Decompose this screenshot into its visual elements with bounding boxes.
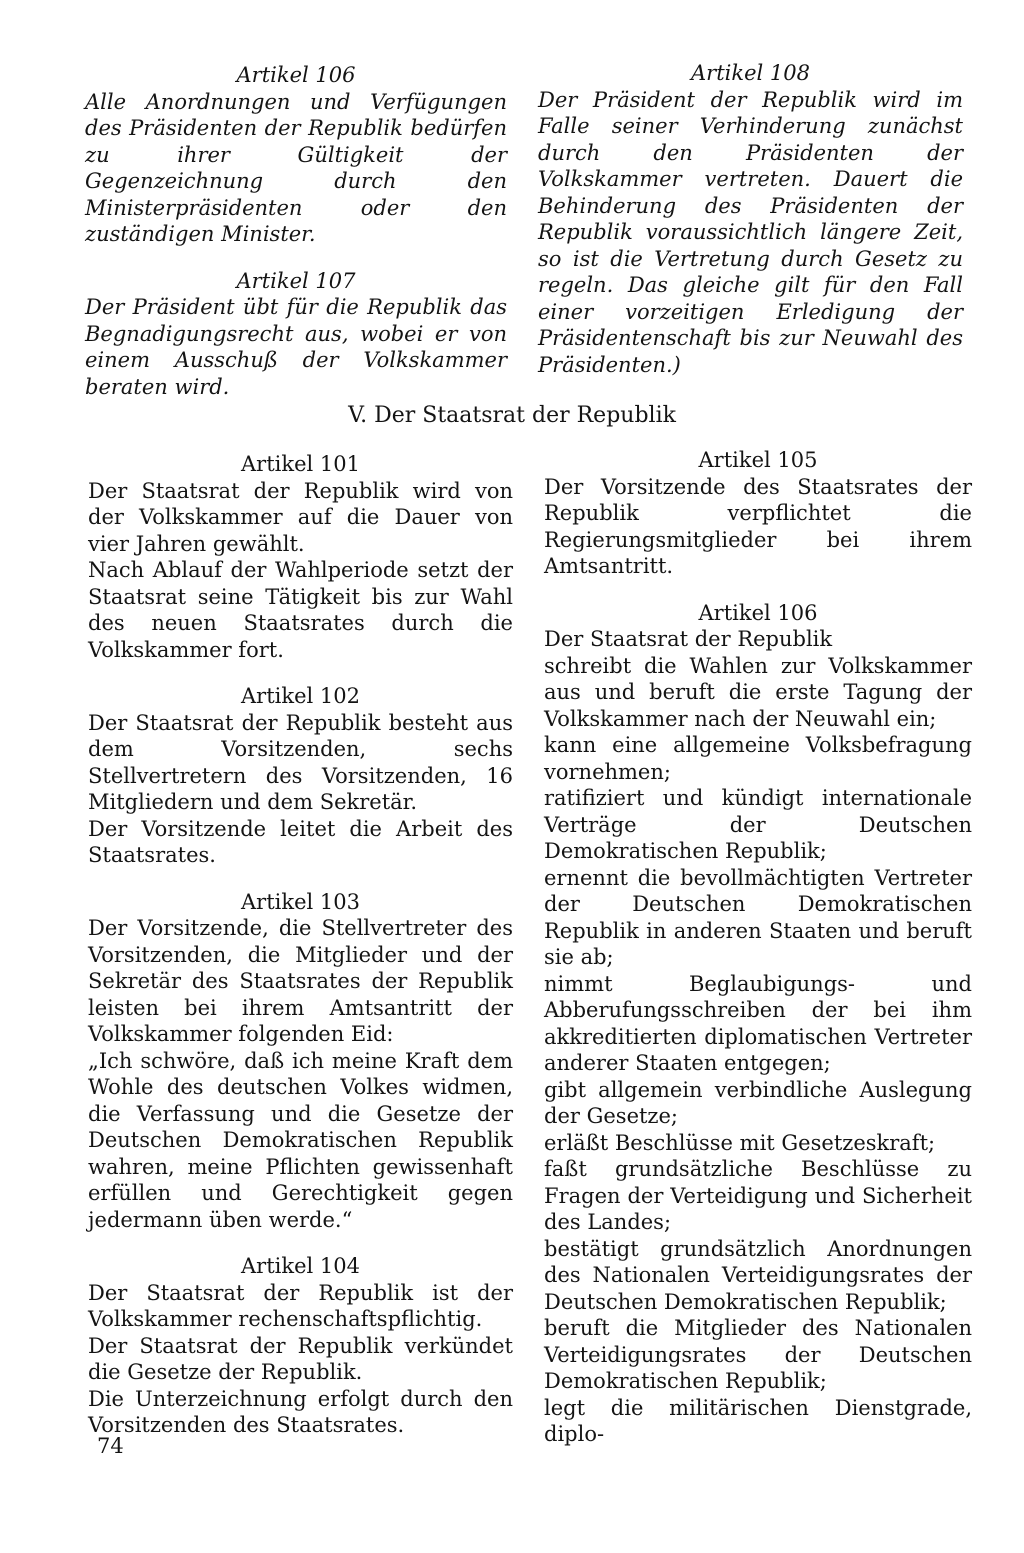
article-block	[538, 60, 963, 378]
article-paragraph: bestätigt grundsätzlich Anordnungen des Nationalen Verteidigungsrates der Deutschen Demokratischen Republik;	[544, 1236, 972, 1314]
top-left-column	[85, 62, 507, 408]
article-block	[544, 447, 972, 580]
article-heading: Artikel 103	[241, 889, 360, 914]
article-paragraph: „Ich schwöre, daß ich meine Kraft dem Wohle des deutschen Volkes widmen, die Verfassung und die Gesetze der Deutschen Demokratischen Republik wahren, meine Pflichten gewissenhaft erfüllen und Gerechtigkeit gegen jedermann üben werde.“	[88, 1048, 513, 1232]
article-paragraph: Der Vorsitzende des Staatsrates der Republik verpflichtet die Regierungsmitglieder bei ihrem Amtsantritt.	[544, 474, 972, 578]
article-block	[88, 1253, 513, 1439]
article-paragraph: ratifiziert und kündigt internationale Verträge der Deutschen Demokratischen Republik;	[544, 786, 972, 863]
article-paragraph: gibt allgemein verbindliche Auslegung der Gesetze;	[544, 1077, 972, 1128]
article-paragraph: Der Staatsrat der Republik wird von der Volkskammer auf die Dauer von vier Jahren gewählt.	[88, 478, 513, 556]
article-paragraph: Alle Anordnungen und Verfügungen des Präsidenten der Republik bedürfen zu ihrer Gültigkeit der Gegenzeichnung durch den Ministerpräsidenten oder den zuständigen Minister.	[85, 89, 507, 246]
main-left-column	[88, 451, 513, 1447]
article-paragraph: legt die militärischen Dienstgrade, diplo-	[544, 1395, 972, 1446]
article-paragraph: Der Vorsitzende, die Stellvertreter des Vorsitzenden, die Mitglieder und der Sekretär des Staatsrates der Republik leisten bei ihrem Amtsantritt der Volkskammer folgenden Eid:	[88, 916, 513, 1046]
article-heading: Artikel 102	[241, 684, 360, 708]
article-paragraph: faßt grundsätzliche Beschlüsse zu Fragen der Verteidigung und Sicherheit des Landes;	[544, 1157, 972, 1234]
article-paragraph: Der Staatsrat der Republik ist der Volkskammer rechenschaftspflichtig.	[88, 1280, 513, 1331]
article-heading: Artikel 106	[698, 600, 818, 625]
article-heading: Artikel 106	[236, 63, 356, 87]
article-paragraph: Der Staatsrat der Republik besteht aus dem Vorsitzenden, sechs Stellvertretern des Vorsitzenden, 16 Mitgliedern und dem Sekretär.	[88, 710, 513, 814]
article-paragraph: Der Präsident der Republik wird im Falle seiner Verhinderung zunächst durch den Präsidenten der Volkskammer vertreten. Dauert die Behinderung des Präsidenten der Republik voraussichtlich längere Zeit, so ist die Vertretung durch Gesetz zu regeln. Das gleiche gilt für den Fall einer vorzeitigen Erledigung der Präsidentenschaft bis zur Neuwahl des Präsidenten.)	[538, 87, 963, 377]
article-paragraph: Nach Ablauf der Wahlperiode setzt der Staatsrat seine Tätigkeit bis zur Wahl des neuen Staatsrates durch die Volkskammer fort.	[88, 558, 513, 662]
article-block	[544, 600, 972, 1448]
article-paragraph: kann eine allgemeine Volksbefragung vornehmen;	[544, 733, 972, 784]
article-paragraph: nimmt Beglaubigungs- und Abberufungsschreiben der bei ihm akkreditierten diplomatischen Vertreter anderer Staaten entgegen;	[544, 971, 972, 1075]
section-title: V. Der Staatsrat der Republik	[348, 403, 676, 428]
article-block	[88, 683, 513, 869]
article-heading: Artikel 101	[241, 452, 360, 476]
article-block	[85, 268, 507, 401]
article-paragraph: beruft die Mitglieder des Nationalen Verteidigungsrates der Deutschen Demokratischen Republik;	[544, 1316, 972, 1393]
article-paragraph: ernennt die bevollmächtigten Vertreter der Deutschen Demokratischen Republik in anderen Staaten und beruft sie ab;	[544, 865, 972, 969]
article-paragraph: schreibt die Wahlen zur Volkskammer aus und beruft die erste Tagung der Volkskammer nach der Neuwahl ein;	[544, 653, 972, 731]
article-paragraph: Der Staatsrat der Republik verkündet die Gesetze der Republik.	[88, 1333, 513, 1384]
article-block	[88, 451, 513, 663]
article-paragraph: Der Staatsrat der Republik	[544, 627, 833, 651]
article-heading: Artikel 107	[236, 268, 356, 293]
article-paragraph: Die Unterzeichnung erfolgt durch den Vorsitzenden des Staatsrates.	[88, 1386, 513, 1437]
article-heading: Artikel 108	[691, 61, 810, 85]
article-block	[88, 889, 513, 1234]
article-paragraph: Der Präsident übt für die Republik das Begnadigungsrecht aus, wobei er von einem Ausschuß der Volkskammer beraten wird.	[85, 295, 507, 399]
article-paragraph: Der Vorsitzende leitet die Arbeit des Staatsrates.	[88, 816, 513, 867]
article-heading: Artikel 104	[241, 1254, 360, 1278]
main-right-column	[544, 447, 972, 1456]
article-block	[85, 62, 507, 248]
article-paragraph: erläßt Beschlüsse mit Gesetzeskraft;	[544, 1130, 936, 1155]
page-number: 74	[97, 1434, 124, 1458]
article-heading: Artikel 105	[698, 448, 818, 472]
top-right-column	[538, 60, 963, 386]
